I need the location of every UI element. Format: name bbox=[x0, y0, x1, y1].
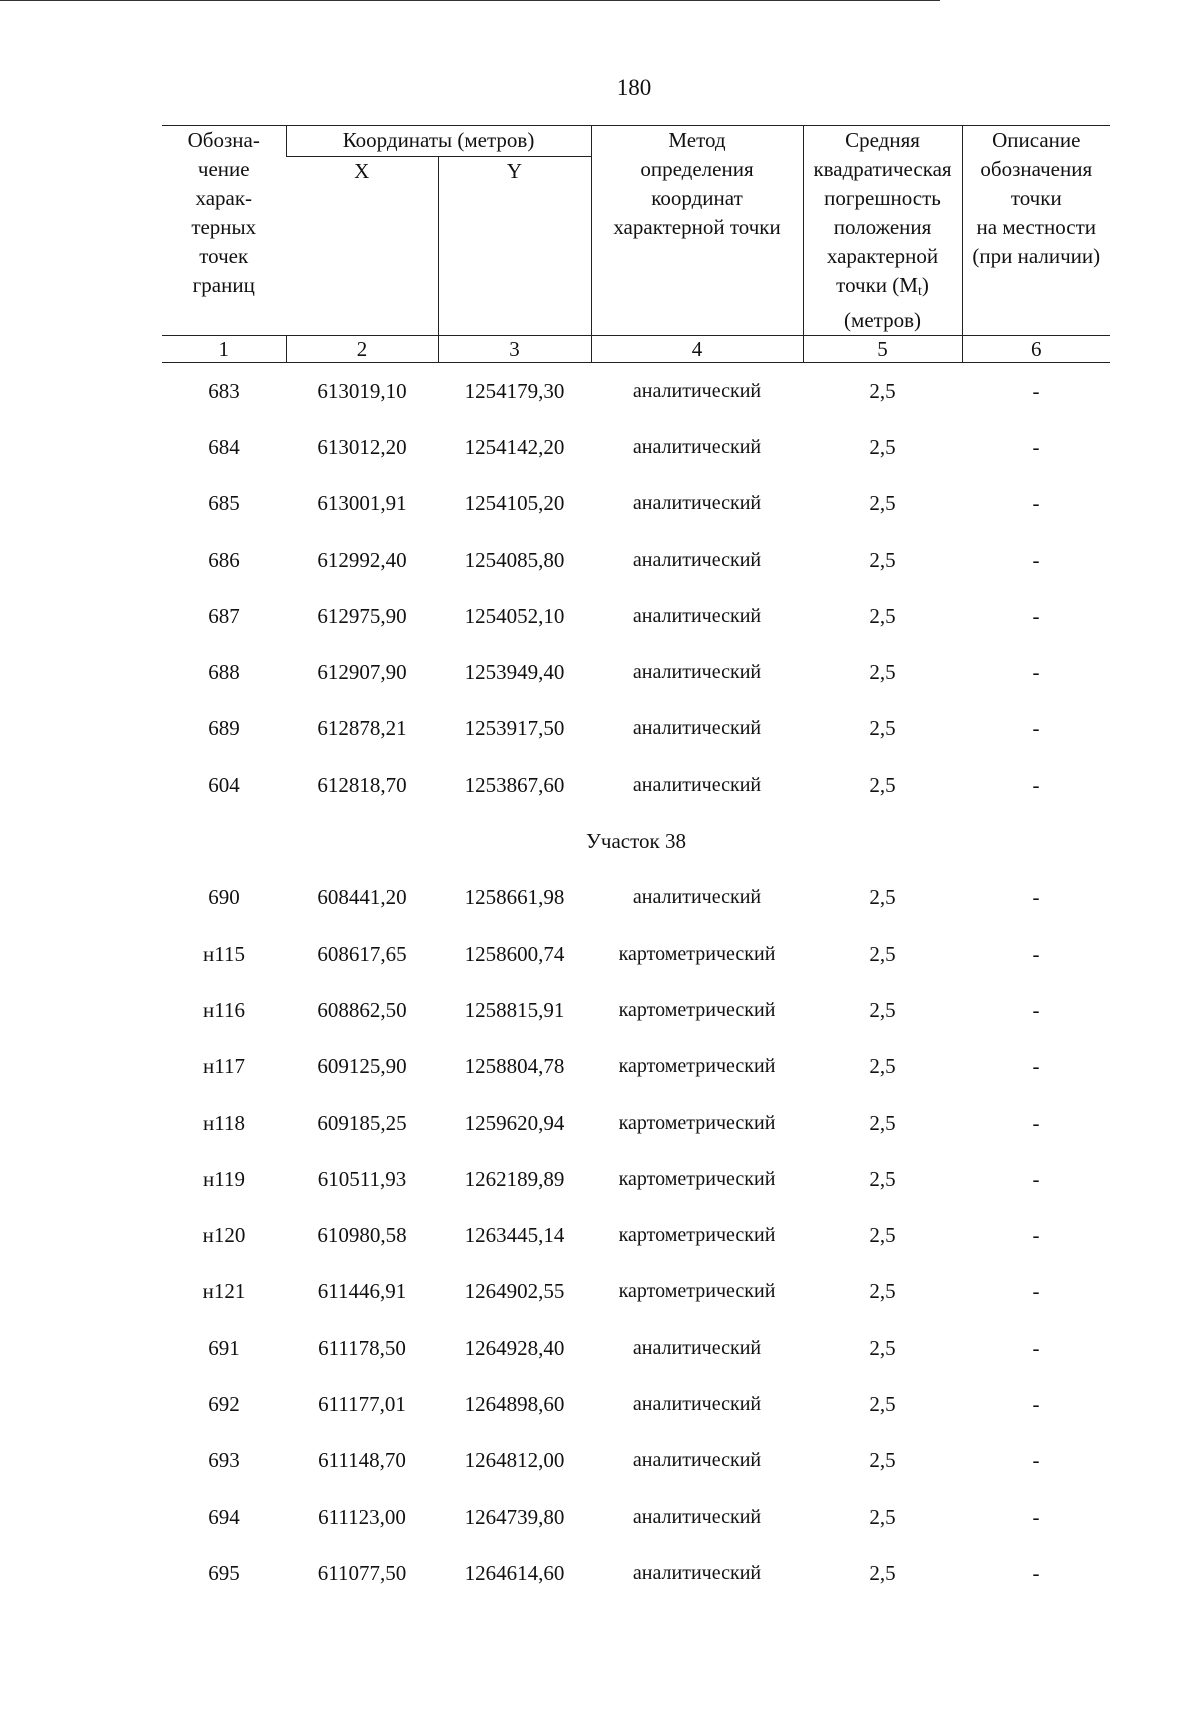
point-id-cell: 692 bbox=[208, 1391, 240, 1416]
coord-x-cell: 613001,91 bbox=[317, 491, 407, 516]
error-cell: 2,5 bbox=[869, 772, 896, 797]
header-line-mt bbox=[804, 271, 962, 306]
table-row bbox=[162, 1207, 1110, 1263]
header-line: границ bbox=[192, 273, 255, 297]
header-line: точек bbox=[199, 244, 249, 268]
header-coordinates-group: Координаты (метров) bbox=[286, 126, 591, 157]
coord-y-cell: 1258661,98 bbox=[464, 885, 565, 910]
header-line: характерной точки bbox=[613, 215, 781, 239]
method-cell: аналитический bbox=[632, 548, 762, 571]
header-line: положения bbox=[833, 215, 932, 239]
coord-y-cell: 1263445,14 bbox=[464, 1223, 565, 1248]
column-number: 4 bbox=[591, 336, 803, 363]
error-cell: 2,5 bbox=[869, 660, 896, 685]
description-cell: - bbox=[1032, 491, 1040, 516]
error-cell: 2,5 bbox=[869, 941, 896, 966]
error-cell: 2,5 bbox=[869, 1504, 896, 1529]
section-title: Участок 38 bbox=[586, 829, 686, 854]
coord-x-cell: 609125,90 bbox=[317, 1054, 407, 1079]
description-cell: - bbox=[1032, 603, 1040, 628]
point-id-cell: 691 bbox=[208, 1335, 240, 1360]
method-cell: аналитический bbox=[632, 379, 762, 402]
method-cell: аналитический bbox=[632, 661, 762, 684]
point-id-cell: 686 bbox=[208, 547, 240, 572]
column-number: 6 bbox=[962, 336, 1110, 363]
error-cell: 2,5 bbox=[869, 716, 896, 741]
point-id-cell: 690 bbox=[208, 885, 240, 910]
description-cell: - bbox=[1032, 1335, 1040, 1360]
table-row bbox=[162, 419, 1110, 475]
coord-y-cell: 1264898,60 bbox=[464, 1391, 565, 1416]
table-header bbox=[162, 126, 1110, 363]
header-text: ) bbox=[921, 273, 929, 297]
header-text: точки (М bbox=[836, 273, 918, 297]
coord-x-cell: 609185,25 bbox=[317, 1110, 407, 1135]
coord-y-cell: 1254085,80 bbox=[464, 547, 565, 572]
coord-y-cell: 1264614,60 bbox=[464, 1560, 565, 1585]
table-row bbox=[162, 1320, 1110, 1376]
coord-x-cell: 611148,70 bbox=[318, 1448, 406, 1473]
coord-y-cell: 1258815,91 bbox=[464, 997, 565, 1022]
table-row bbox=[162, 1095, 1110, 1151]
description-cell: - bbox=[1032, 772, 1040, 797]
table-row bbox=[162, 1545, 1110, 1601]
description-cell: - bbox=[1032, 1504, 1040, 1529]
point-id-cell: 693 bbox=[208, 1448, 240, 1473]
header-line: погрешность bbox=[824, 186, 941, 210]
description-cell: - bbox=[1032, 885, 1040, 910]
column-number: 5 bbox=[803, 336, 962, 363]
point-id-cell: 687 bbox=[208, 603, 240, 628]
coord-y-cell: 1264739,80 bbox=[464, 1504, 565, 1529]
description-cell: - bbox=[1032, 997, 1040, 1022]
point-id-cell: н115 bbox=[203, 941, 245, 966]
method-cell: картометрический bbox=[618, 998, 776, 1021]
point-id-cell: 694 bbox=[208, 1504, 240, 1529]
error-cell: 2,5 bbox=[869, 491, 896, 516]
section-body bbox=[162, 813, 1110, 869]
error-cell: 2,5 bbox=[869, 1335, 896, 1360]
description-cell: - bbox=[1032, 941, 1040, 966]
method-cell: аналитический bbox=[632, 492, 762, 515]
header-line: на местности bbox=[976, 215, 1096, 239]
method-cell: картометрический bbox=[618, 1111, 776, 1134]
error-cell: 2,5 bbox=[869, 1448, 896, 1473]
point-id-cell: 695 bbox=[208, 1560, 240, 1585]
description-cell: - bbox=[1032, 1166, 1040, 1191]
method-cell: картометрический bbox=[618, 942, 776, 965]
error-cell: 2,5 bbox=[869, 1054, 896, 1079]
coord-y-cell: 1254105,20 bbox=[464, 491, 565, 516]
method-cell: аналитический bbox=[632, 435, 762, 458]
method-cell: картометрический bbox=[618, 1055, 776, 1078]
coord-x-cell: 612975,90 bbox=[317, 603, 407, 628]
error-cell: 2,5 bbox=[869, 1391, 896, 1416]
coordinates-table-container bbox=[162, 125, 1110, 1602]
method-cell: картометрический bbox=[618, 1280, 776, 1303]
description-cell: - bbox=[1032, 378, 1040, 403]
coord-y-cell: 1254179,30 bbox=[464, 378, 565, 403]
table-row bbox=[162, 1039, 1110, 1095]
header-line: чение bbox=[197, 157, 250, 181]
point-id-cell: 685 bbox=[208, 491, 240, 516]
coord-y-cell: 1264928,40 bbox=[464, 1335, 565, 1360]
coord-x-cell: 610980,58 bbox=[317, 1223, 407, 1248]
table-row bbox=[162, 870, 1110, 926]
coord-y-cell: 1264812,00 bbox=[464, 1448, 565, 1473]
header-y: Y bbox=[438, 157, 591, 336]
header-line: (при наличии) bbox=[972, 244, 1101, 268]
header-x: X bbox=[286, 157, 438, 336]
description-cell: - bbox=[1032, 1110, 1040, 1135]
coordinates-table bbox=[162, 125, 1110, 1602]
method-cell: картометрический bbox=[618, 1167, 776, 1190]
coord-y-cell: 1254052,10 bbox=[464, 603, 565, 628]
coord-y-cell: 1264902,55 bbox=[464, 1279, 565, 1304]
description-cell: - bbox=[1032, 716, 1040, 741]
error-cell: 2,5 bbox=[869, 1166, 896, 1191]
point-id-cell: н119 bbox=[203, 1166, 245, 1191]
coord-x-cell: 613019,10 bbox=[317, 378, 407, 403]
coord-y-cell: 1258600,74 bbox=[464, 941, 565, 966]
error-cell: 2,5 bbox=[869, 885, 896, 910]
table-row bbox=[162, 1264, 1110, 1320]
header-line: харак- bbox=[195, 186, 253, 210]
table-row bbox=[162, 926, 1110, 982]
table-row bbox=[162, 476, 1110, 532]
coord-x-cell: 608617,65 bbox=[317, 941, 407, 966]
point-id-cell: 688 bbox=[208, 660, 240, 685]
error-cell: 2,5 bbox=[869, 378, 896, 403]
description-cell: - bbox=[1032, 547, 1040, 572]
description-cell: - bbox=[1032, 1391, 1040, 1416]
table-row bbox=[162, 532, 1110, 588]
table-row bbox=[162, 1489, 1110, 1545]
column-number: 2 bbox=[286, 336, 438, 363]
header-line: характерной bbox=[826, 244, 939, 268]
table-body-before bbox=[162, 363, 1110, 814]
table-row bbox=[162, 363, 1110, 420]
coord-x-cell: 610511,93 bbox=[317, 1166, 407, 1191]
table-body-after bbox=[162, 870, 1110, 1602]
header-mean-square-error bbox=[803, 126, 962, 336]
method-cell: аналитический bbox=[632, 886, 762, 909]
table-row bbox=[162, 982, 1110, 1038]
description-cell: - bbox=[1032, 660, 1040, 685]
point-id-cell: 604 bbox=[208, 772, 240, 797]
header-line: (метров) bbox=[844, 308, 921, 332]
header-line: координат bbox=[651, 186, 743, 210]
table-row bbox=[162, 1151, 1110, 1207]
coord-x-cell: 611123,00 bbox=[318, 1504, 406, 1529]
column-number: 3 bbox=[438, 336, 591, 363]
description-cell: - bbox=[1032, 1279, 1040, 1304]
point-id-cell: н120 bbox=[202, 1223, 246, 1248]
point-id-cell: 689 bbox=[208, 716, 240, 741]
method-cell: аналитический bbox=[632, 773, 762, 796]
table-row bbox=[162, 757, 1110, 813]
table-row bbox=[162, 1376, 1110, 1432]
point-id-cell: н116 bbox=[203, 997, 245, 1022]
description-cell: - bbox=[1032, 1054, 1040, 1079]
header-description bbox=[962, 126, 1110, 336]
header-line: определения bbox=[640, 157, 754, 181]
header-line: Средняя bbox=[845, 128, 920, 152]
header-line: точки bbox=[1010, 186, 1062, 210]
description-cell: - bbox=[1032, 434, 1040, 459]
description-cell: - bbox=[1032, 1223, 1040, 1248]
table-row bbox=[162, 1433, 1110, 1489]
coord-x-cell: 612907,90 bbox=[317, 660, 407, 685]
coord-y-cell: 1253867,60 bbox=[464, 772, 565, 797]
coord-x-cell: 612818,70 bbox=[317, 772, 407, 797]
coord-x-cell: 612992,40 bbox=[317, 547, 407, 572]
description-cell: - bbox=[1032, 1448, 1040, 1473]
coord-x-cell: 611178,50 bbox=[318, 1335, 406, 1360]
error-cell: 2,5 bbox=[869, 997, 896, 1022]
header-point-designation bbox=[162, 126, 286, 336]
coord-y-cell: 1258804,78 bbox=[464, 1054, 565, 1079]
method-cell: картометрический bbox=[618, 1224, 776, 1247]
coord-x-cell: 611177,01 bbox=[318, 1391, 406, 1416]
error-cell: 2,5 bbox=[869, 547, 896, 572]
point-id-cell: 684 bbox=[208, 434, 240, 459]
coord-x-cell: 613012,20 bbox=[317, 434, 407, 459]
description-cell: - bbox=[1032, 1560, 1040, 1585]
error-cell: 2,5 bbox=[869, 1279, 896, 1304]
table-row bbox=[162, 644, 1110, 700]
coord-x-cell: 611446,91 bbox=[317, 1279, 407, 1304]
header-line: квадратическая bbox=[813, 157, 952, 181]
method-cell: аналитический bbox=[632, 1336, 762, 1359]
column-number: 1 bbox=[162, 336, 286, 363]
header-subscript: t bbox=[917, 284, 922, 299]
error-cell: 2,5 bbox=[869, 1560, 896, 1585]
method-cell: аналитический bbox=[632, 1392, 762, 1415]
page-number: 180 bbox=[616, 75, 652, 100]
header-method bbox=[591, 126, 803, 336]
coord-y-cell: 1259620,94 bbox=[464, 1110, 565, 1135]
section-title-row bbox=[162, 813, 1110, 869]
coord-x-cell: 608441,20 bbox=[317, 885, 407, 910]
method-cell: аналитический bbox=[632, 1505, 762, 1528]
coord-x-cell: 608862,50 bbox=[317, 997, 407, 1022]
table-row bbox=[162, 588, 1110, 644]
table-row bbox=[162, 701, 1110, 757]
header-line: Описание bbox=[992, 128, 1081, 152]
header-line: обозначения bbox=[980, 157, 1093, 181]
coord-y-cell: 1253917,50 bbox=[464, 716, 565, 741]
error-cell: 2,5 bbox=[869, 1223, 896, 1248]
header-line: Метод bbox=[668, 128, 726, 152]
coord-x-cell: 611077,50 bbox=[317, 1560, 407, 1585]
method-cell: аналитический bbox=[632, 717, 762, 740]
coord-y-cell: 1262189,89 bbox=[464, 1166, 565, 1191]
point-id-cell: н121 bbox=[202, 1279, 246, 1304]
point-id-cell: н117 bbox=[203, 1054, 245, 1079]
coord-y-cell: 1253949,40 bbox=[464, 660, 565, 685]
column-numbers-row bbox=[162, 336, 1110, 363]
header-line: Обозна- bbox=[187, 128, 260, 152]
method-cell: аналитический bbox=[632, 604, 762, 627]
error-cell: 2,5 bbox=[869, 603, 896, 628]
method-cell: аналитический bbox=[632, 1561, 762, 1584]
method-cell: аналитический bbox=[632, 1449, 762, 1472]
error-cell: 2,5 bbox=[869, 1110, 896, 1135]
coord-x-cell: 612878,21 bbox=[317, 716, 407, 741]
page-top-border bbox=[0, 0, 940, 1]
point-id-cell: 683 bbox=[208, 378, 240, 403]
point-id-cell: н118 bbox=[203, 1110, 245, 1135]
coord-y-cell: 1254142,20 bbox=[464, 434, 565, 459]
error-cell: 2,5 bbox=[869, 434, 896, 459]
header-line: терных bbox=[191, 215, 257, 239]
